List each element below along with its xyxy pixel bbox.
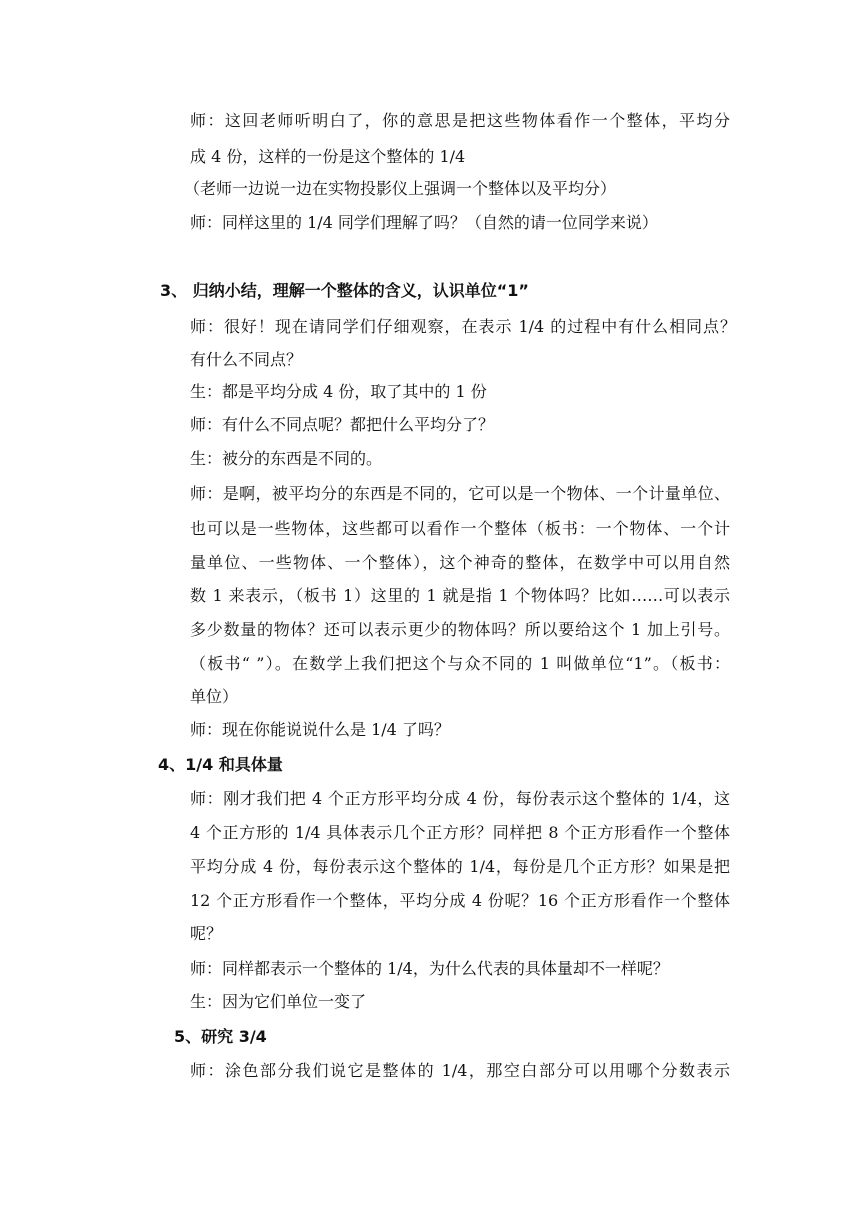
paragraph-line: 生：因为它们单位一变了 (190, 992, 367, 1011)
paragraph-line: 4 个正方形的 1/4 具体表示几个正方形？同样把 8 个正方形看作一个整体 (190, 823, 730, 842)
paragraph-line: 也可以是一些物体，这些都可以看作一个整体（板书：一个物体、一个计 (190, 519, 730, 538)
paragraph-line: 生：被分的东西是不同的。 (190, 449, 383, 468)
paragraph-line: （老师一边说一边在实物投影仪上强调一个整体以及平均分） (184, 179, 617, 198)
paragraph-line: 数 1 来表示，（板书 1）这里的 1 就是指 1 个物体吗？比如……可以表示 (190, 586, 730, 605)
paragraph-line: （板书“ ”）。在数学上我们把这个与众不同的 1 叫做单位“1”。（板书： (190, 654, 730, 673)
paragraph-line: 师：很好！现在请同学们仔细观察，在表示 1/4 的过程中有什么相同点？ (190, 317, 736, 336)
paragraph-line: 师：是啊，被平均分的东西是不同的，它可以是一个物体、一个计量单位、 (190, 484, 730, 503)
section-heading-3: 3、 归纳小结，理解一个整体的含义，认识单位“1” (160, 281, 529, 300)
section-heading-5: 5、研究 3/4 (174, 1027, 267, 1046)
paragraph-line: 师：有什么不同点呢？都把什么平均分了？ (190, 415, 495, 434)
paragraph-line: 师：现在你能说说什么是 1/4 了吗？ (190, 720, 450, 739)
paragraph-line: 多少数量的物体？还可以表示更少的物体吗？所以要给这个 1 加上引号。 (190, 620, 730, 639)
paragraph-line: 师：刚才我们把 4 个正方形平均分成 4 份，每份表示这个整体的 1/4，这 (190, 789, 730, 808)
paragraph-line: 师：同样都表示一个整体的 1/4，为什么代表的具体量却不一样呢？ (190, 959, 669, 978)
paragraph-line: 有什么不同点？ (190, 350, 303, 369)
paragraph-line: 平均分成 4 份，每份表示这个整体的 1/4，每份是几个正方形？如果是把 (190, 857, 730, 876)
section-heading-4: 4、1/4 和具体量 (158, 755, 283, 774)
paragraph-line: 生：都是平均分成 4 份，取了其中的 1 份 (190, 382, 487, 401)
paragraph-line: 12 个正方形看作一个整体，平均分成 4 份呢？16 个正方形看作一个整体 (190, 891, 730, 910)
paragraph-line: 单位） (190, 687, 239, 706)
paragraph-line: 呢？ (190, 924, 223, 943)
paragraph-line: 师：这回老师听明白了，你的意思是把这些物体看作一个整体，平均分 (190, 111, 730, 130)
paragraph-line: 师：同样这里的 1/4 同学们理解了吗？（自然的请一位同学来说） (190, 213, 658, 232)
paragraph-line: 成 4 份，这样的一份是这个整体的 1/4 (190, 147, 466, 166)
paragraph-line: 量单位、一些物体、一个整体），这个神奇的整体，在数学中可以用自然 (190, 553, 730, 572)
paragraph-line: 师：涂色部分我们说它是整体的 1/4，那空白部分可以用哪个分数表示 (190, 1061, 730, 1080)
